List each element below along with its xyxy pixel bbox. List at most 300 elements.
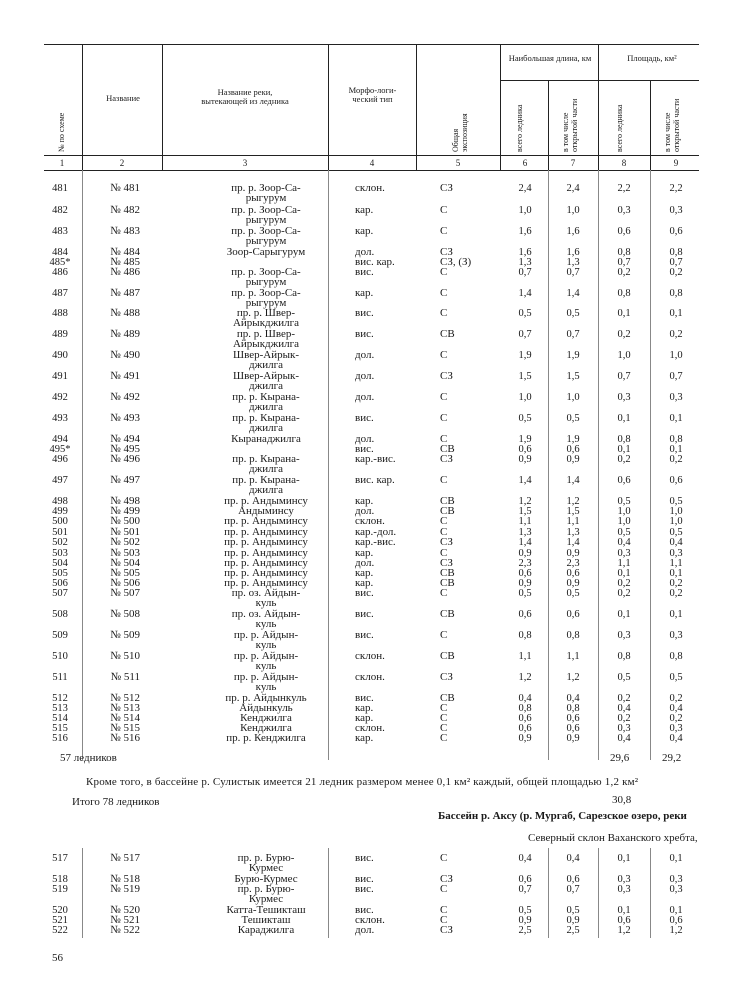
glacier-name: № 522 <box>110 924 140 936</box>
exposure: С <box>440 547 448 559</box>
area-open: 0,4 <box>669 733 683 744</box>
exposure: СЗ <box>440 924 453 936</box>
glacier-name: № 491 <box>110 370 140 382</box>
glacier-name: № 486 <box>110 266 140 278</box>
length-open: 1,6 <box>566 226 580 237</box>
length-total: 0,6 <box>518 713 532 724</box>
length-open: 1,6 <box>566 247 580 258</box>
length-open: 0,6 <box>566 713 580 724</box>
length-total: 0,9 <box>518 578 532 589</box>
river-name-cont: рыгурум <box>245 192 287 204</box>
length-open: 0,7 <box>566 267 580 278</box>
header-rule <box>44 155 699 156</box>
area-total: 1,2 <box>617 925 631 936</box>
length-total: 0,6 <box>518 444 532 455</box>
col-divider <box>82 848 83 938</box>
length-open: 1,2 <box>566 496 580 507</box>
row-number: 506 <box>52 578 68 589</box>
river-name: Караджилга <box>237 924 295 936</box>
river-name: пр. р. Андыминсу <box>224 495 308 507</box>
glacier-name: № 506 <box>110 577 140 589</box>
length-open: 0,5 <box>566 413 580 424</box>
morph-type: вис. <box>355 873 374 885</box>
area-open: 0,1 <box>669 568 683 579</box>
river-name: Андыминсу <box>238 505 294 517</box>
area-open: 0,2 <box>669 578 683 589</box>
area-total: 0,4 <box>617 733 631 744</box>
length-open: 1,0 <box>566 205 580 216</box>
section-basin: Бассейн р. Аксу (р. Мургаб, Сарезское озеро, реки <box>438 810 687 822</box>
area-open: 0,3 <box>669 392 683 403</box>
glacier-name: № 510 <box>110 650 140 662</box>
area-total: 0,2 <box>617 578 631 589</box>
area-open: 0,4 <box>669 537 683 548</box>
glacier-name: № 487 <box>110 287 140 299</box>
exposure: СЗ <box>440 453 453 465</box>
length-total: 1,4 <box>518 537 532 548</box>
glacier-name: № 493 <box>110 412 140 424</box>
morph-type: склон. <box>355 914 385 926</box>
area-total: 0,5 <box>617 672 631 683</box>
glacier-name: № 504 <box>110 557 140 569</box>
glacier-name: № 499 <box>110 505 140 517</box>
morph-type: кар. <box>355 287 374 299</box>
length-total: 1,2 <box>518 672 532 683</box>
morph-type: вис. <box>355 412 374 424</box>
exposure: С <box>440 732 448 744</box>
exposure: С <box>440 307 448 319</box>
row-number: 486 <box>52 267 68 278</box>
area-open: 0,1 <box>669 853 683 864</box>
area-total: 0,1 <box>617 905 631 916</box>
length-total: 1,6 <box>518 226 532 237</box>
area-open: 1,0 <box>669 506 683 517</box>
length-open: 0,9 <box>566 548 580 559</box>
morph-type: вис. <box>355 904 374 916</box>
row-number: 509 <box>52 630 68 641</box>
length-open: 0,6 <box>566 568 580 579</box>
exposure: С <box>440 587 448 599</box>
col-divider <box>82 170 83 760</box>
summary-57: 57 ледников <box>60 752 117 764</box>
area-open: 0,2 <box>669 713 683 724</box>
length-open: 2,4 <box>566 183 580 194</box>
morph-type: вис. <box>355 852 374 864</box>
river-name: пр. р. Швер- <box>236 328 296 340</box>
col-divider <box>500 44 501 170</box>
length-open: 1,3 <box>566 527 580 538</box>
glacier-name: № 485 <box>110 256 140 268</box>
area-open: 1,0 <box>669 350 683 361</box>
river-name-cont: куль <box>255 681 277 693</box>
length-open: 1,2 <box>566 672 580 683</box>
morph-type: кар. <box>355 495 374 507</box>
length-open: 1,5 <box>566 506 580 517</box>
length-open: 0,8 <box>566 703 580 714</box>
glacier-name: № 496 <box>110 453 140 465</box>
length-total: 0,9 <box>518 454 532 465</box>
river-name-cont: куль <box>255 618 277 630</box>
length-total: 0,9 <box>518 548 532 559</box>
area-total: 0,7 <box>617 257 631 268</box>
glacier-name: № 497 <box>110 474 140 486</box>
row-number: 487 <box>52 288 68 299</box>
glacier-name: № 518 <box>110 873 140 885</box>
length-open: 0,6 <box>566 874 580 885</box>
morph-type: дол. <box>355 391 375 403</box>
exposure: СВ <box>440 505 455 517</box>
length-open: 0,4 <box>566 693 580 704</box>
colnum: 4 <box>369 158 375 168</box>
length-open: 0,6 <box>566 444 580 455</box>
river-name: пр. р. Айдын- <box>233 650 299 662</box>
row-number: 505 <box>52 568 68 579</box>
morph-type: кар.-дол. <box>355 526 397 538</box>
exposure: С <box>440 629 448 641</box>
exposure: С <box>440 266 448 278</box>
area-open: 0,3 <box>669 723 683 734</box>
row-number: 516 <box>52 733 68 744</box>
area-total: 1,1 <box>617 558 631 569</box>
exposure: С <box>440 433 448 445</box>
river-name-cont: рыгурум <box>245 276 287 288</box>
header-col3: Название реки, вытекающей из ледника <box>201 87 289 106</box>
area-total: 0,3 <box>617 205 631 216</box>
river-name-cont: джилга <box>249 380 283 392</box>
length-total: 1,5 <box>518 371 532 382</box>
morph-type: кар. <box>355 732 374 744</box>
river-name-cont: джилга <box>249 401 283 413</box>
morph-type: вис. <box>355 266 374 278</box>
length-total: 0,5 <box>518 413 532 424</box>
summary-78: Итого 78 ледников <box>72 796 160 808</box>
morph-type: вис. кар. <box>355 474 395 486</box>
exposure: СВ <box>440 577 455 589</box>
area-open: 0,4 <box>669 703 683 714</box>
length-open: 0,5 <box>566 308 580 319</box>
row-number: 503 <box>52 548 68 559</box>
row-number: 491 <box>52 371 68 382</box>
area-open: 0,8 <box>669 288 683 299</box>
area-total: 0,3 <box>617 884 631 895</box>
row-number: 512 <box>52 693 68 704</box>
length-open: 0,7 <box>566 884 580 895</box>
morph-type: кар. <box>355 567 374 579</box>
river-name: пр. р. Кырана- <box>232 474 300 486</box>
length-total: 1,3 <box>518 527 532 538</box>
river-name: пр. р. Андыминсу <box>224 526 308 538</box>
glacier-name: № 489 <box>110 328 140 340</box>
row-number: 507 <box>52 588 68 599</box>
area-total: 0,5 <box>617 527 631 538</box>
row-number: 520 <box>52 905 68 916</box>
length-open: 0,6 <box>566 609 580 620</box>
table-top-rule <box>44 44 699 45</box>
row-number: 510 <box>52 651 68 662</box>
river-name-cont: куль <box>255 639 277 651</box>
area-open: 0,5 <box>669 496 683 507</box>
exposure: СВ <box>440 328 455 340</box>
exposure: СЗ, (З) <box>440 256 472 268</box>
river-name: Швер-Айрык- <box>233 349 299 361</box>
summary-note: Кроме того, в бассейне р. Сулистык имеется 21 ледник размером менее 0,1 км² каждый, общей площадью 1,2 км² <box>86 776 639 788</box>
area-open: 0,6 <box>669 226 683 237</box>
colnum: 8 <box>621 158 627 168</box>
morph-type: вис. <box>355 692 374 704</box>
river-name: Швер-Айрык- <box>233 370 299 382</box>
row-number: 518 <box>52 874 68 885</box>
length-total: 1,9 <box>518 350 532 361</box>
area-total: 0,6 <box>617 475 631 486</box>
river-name: пр. р. Зоор-Са- <box>231 225 301 237</box>
length-open: 1,1 <box>566 516 580 527</box>
river-name-cont: джилга <box>249 484 283 496</box>
col-divider <box>328 44 329 170</box>
exposure: С <box>440 712 448 724</box>
river-name-cont: джилга <box>249 359 283 371</box>
summary-total-area: 29,6 <box>610 752 630 764</box>
river-name: пр. р. Кырана- <box>232 453 300 465</box>
area-total: 0,1 <box>617 853 631 864</box>
exposure: СВ <box>440 567 455 579</box>
length-total: 0,8 <box>518 703 532 714</box>
row-number: 482 <box>52 205 68 216</box>
morph-type: кар. <box>355 702 374 714</box>
river-name: пр. р. Андыминсу <box>224 536 308 548</box>
glacier-name: № 507 <box>110 587 140 599</box>
river-name: пр. р. Андыминсу <box>224 547 308 559</box>
exposure: С <box>440 474 448 486</box>
glacier-name: № 514 <box>110 712 140 724</box>
length-open: 0,6 <box>566 723 580 734</box>
row-number: 497 <box>52 475 68 486</box>
river-name-cont: рыгурум <box>245 214 287 226</box>
colnum: 2 <box>119 158 125 168</box>
river-name: пр. р. Андыминсу <box>224 567 308 579</box>
glacier-name: № 508 <box>110 608 140 620</box>
length-total: 0,9 <box>518 733 532 744</box>
area-total: 0,1 <box>617 444 631 455</box>
row-number: 488 <box>52 308 68 319</box>
morph-type: склон. <box>355 182 385 194</box>
length-open: 0,9 <box>566 733 580 744</box>
area-total: 1,0 <box>617 516 631 527</box>
area-total: 0,8 <box>617 288 631 299</box>
exposure: СЗ <box>440 557 453 569</box>
area-total: 2,2 <box>617 183 631 194</box>
river-name-cont: джилга <box>249 463 283 475</box>
col-divider <box>162 44 163 170</box>
morph-type: склон. <box>355 671 385 683</box>
glacier-name: № 492 <box>110 391 140 403</box>
river-name: пр. р. Айдынкуль <box>225 692 307 704</box>
header-area-group: Площадь, км² <box>627 53 677 63</box>
river-name: пр. р. Зоор-Са- <box>231 182 301 194</box>
col-divider <box>548 848 549 938</box>
colnum: 1 <box>59 158 65 168</box>
morph-type: дол. <box>355 557 375 569</box>
area-open: 0,2 <box>669 454 683 465</box>
area-total: 0,8 <box>617 434 631 445</box>
header-col8: всего ледника <box>615 104 624 152</box>
glacier-name: № 509 <box>110 629 140 641</box>
section-slope: Северный склон Ваханского хребта, <box>528 832 698 844</box>
morph-type: склон. <box>355 722 385 734</box>
area-total: 0,2 <box>617 267 631 278</box>
length-total: 1,4 <box>518 475 532 486</box>
area-open: 0,3 <box>669 874 683 885</box>
river-name: пр. оз. Айдын- <box>231 587 301 599</box>
area-total: 0,1 <box>617 568 631 579</box>
area-total: 0,6 <box>617 226 631 237</box>
morph-type: вис. <box>355 328 374 340</box>
length-total: 1,1 <box>518 651 532 662</box>
morph-type: вис. <box>355 883 374 895</box>
length-open: 1,1 <box>566 651 580 662</box>
area-total: 0,2 <box>617 329 631 340</box>
exposure: С <box>440 391 448 403</box>
length-total: 0,6 <box>518 874 532 885</box>
morph-type: склон. <box>355 650 385 662</box>
length-open: 2,5 <box>566 925 580 936</box>
length-open: 1,9 <box>566 350 580 361</box>
row-number: 514 <box>52 713 68 724</box>
river-name: Катта-Тешикташ <box>226 904 306 916</box>
area-total: 0,8 <box>617 651 631 662</box>
col-divider <box>650 80 651 170</box>
area-open: 0,7 <box>669 371 683 382</box>
length-total: 0,6 <box>518 568 532 579</box>
header-col7: в том числе открытой части <box>561 98 579 152</box>
col-divider <box>548 80 549 170</box>
length-total: 1,4 <box>518 288 532 299</box>
row-number: 502 <box>52 537 68 548</box>
summary-total-area-open: 29,2 <box>662 752 682 764</box>
river-name: Бурю-Курмес <box>234 873 298 885</box>
length-total: 1,2 <box>518 496 532 507</box>
river-name-cont: куль <box>255 597 277 609</box>
row-number: 493 <box>52 413 68 424</box>
river-name: пр. р. Зоор-Са- <box>231 266 301 278</box>
river-name: пр. р. Кырана- <box>232 391 300 403</box>
length-total: 0,7 <box>518 267 532 278</box>
length-total: 1,0 <box>518 205 532 216</box>
glacier-name: № 513 <box>110 702 140 714</box>
row-number: 508 <box>52 609 68 620</box>
glacier-name: № 501 <box>110 526 140 538</box>
area-total: 0,3 <box>617 392 631 403</box>
glacier-name: № 519 <box>110 883 140 895</box>
length-total: 0,5 <box>518 588 532 599</box>
morph-type: вис. <box>355 307 374 319</box>
header-col2: Название <box>106 93 140 103</box>
row-number: 517 <box>52 853 68 864</box>
morph-type: вис. <box>355 608 374 620</box>
area-total: 0,2 <box>617 588 631 599</box>
length-open: 2,3 <box>566 558 580 569</box>
length-total: 0,6 <box>518 609 532 620</box>
area-total: 0,3 <box>617 630 631 641</box>
length-total: 0,6 <box>518 723 532 734</box>
area-open: 0,3 <box>669 205 683 216</box>
length-total: 0,7 <box>518 329 532 340</box>
row-number: 513 <box>52 703 68 714</box>
morph-type: дол. <box>355 370 375 382</box>
glacier-name: № 521 <box>110 914 140 926</box>
exposure: С <box>440 883 448 895</box>
length-total: 2,5 <box>518 925 532 936</box>
exposure: С <box>440 526 448 538</box>
length-open: 0,5 <box>566 588 580 599</box>
exposure: СВ <box>440 650 455 662</box>
glacier-name: № 488 <box>110 307 140 319</box>
exposure: СВ <box>440 692 455 704</box>
area-open: 1,0 <box>669 516 683 527</box>
row-number: 515 <box>52 723 68 734</box>
exposure: С <box>440 204 448 216</box>
river-name: пр. р. Айдын- <box>233 629 299 641</box>
area-total: 0,3 <box>617 548 631 559</box>
length-total: 0,4 <box>518 693 532 704</box>
glacier-name: № 498 <box>110 495 140 507</box>
length-open: 1,4 <box>566 537 580 548</box>
area-total: 0,4 <box>617 703 631 714</box>
exposure: СВ <box>440 443 455 455</box>
area-open: 0,2 <box>669 693 683 704</box>
glacier-name: № 511 <box>110 671 140 683</box>
morph-type: кар. <box>355 204 374 216</box>
glacier-name: № 503 <box>110 547 140 559</box>
row-number: 492 <box>52 392 68 403</box>
glacier-name: № 517 <box>110 852 140 864</box>
area-total: 0,1 <box>617 413 631 424</box>
row-number: 495* <box>49 444 71 455</box>
exposure: С <box>440 702 448 714</box>
glacier-name: № 500 <box>110 515 140 527</box>
glacier-name: № 481 <box>110 182 140 194</box>
area-total: 0,4 <box>617 537 631 548</box>
length-open: 0,5 <box>566 905 580 916</box>
morph-type: склон. <box>355 515 385 527</box>
length-total: 1,6 <box>518 247 532 258</box>
area-total: 0,2 <box>617 693 631 704</box>
row-number: 481 <box>52 183 68 194</box>
col-divider <box>650 848 651 938</box>
area-open: 0,5 <box>669 527 683 538</box>
river-name-cont: рыгурум <box>245 235 287 247</box>
river-name: пр. р. Бурю- <box>237 883 295 895</box>
row-number: 498 <box>52 496 68 507</box>
morph-type: дол. <box>355 505 375 517</box>
length-total: 1,5 <box>518 506 532 517</box>
river-name-cont: Курмес <box>248 862 284 874</box>
area-total: 0,2 <box>617 713 631 724</box>
area-total: 0,2 <box>617 454 631 465</box>
area-open: 0,2 <box>669 267 683 278</box>
exposure: СЗ <box>440 182 453 194</box>
area-total: 0,3 <box>617 723 631 734</box>
col-divider <box>598 44 599 170</box>
river-name: пр. р. Зоор-Са- <box>231 287 301 299</box>
exposure: СЗ <box>440 246 453 258</box>
row-number: 494 <box>52 434 68 445</box>
row-number: 484 <box>52 247 68 258</box>
river-name: пр. р. Андыминсу <box>224 577 308 589</box>
morph-type: дол. <box>355 433 375 445</box>
river-name: пр. р. Айдын- <box>233 671 299 683</box>
exposure: С <box>440 914 448 926</box>
col-divider <box>416 44 417 170</box>
